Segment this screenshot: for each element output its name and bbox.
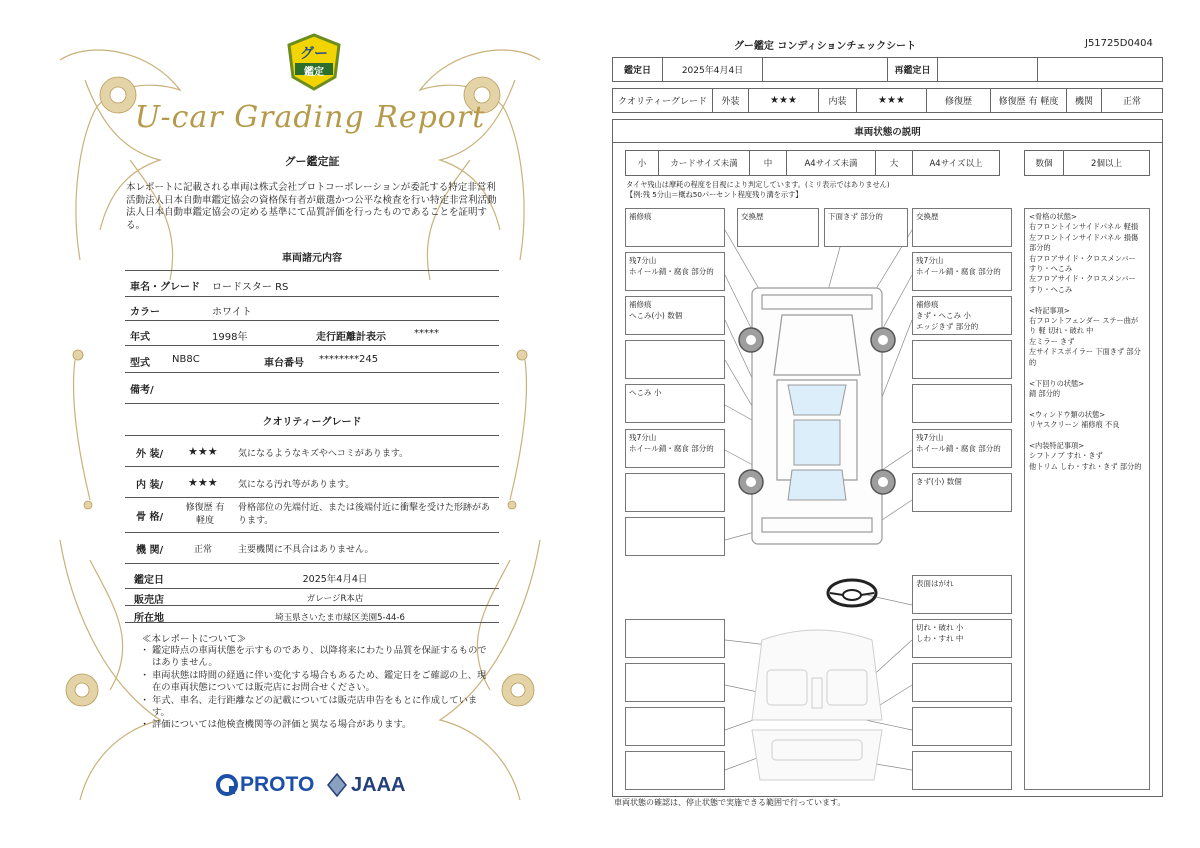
grade-row — [612, 88, 1163, 113]
condition-title: 車両状態の説明 — [612, 119, 1163, 143]
goo-badge-logo — [285, 33, 343, 91]
proto-logo-text: PROTO — [240, 773, 315, 796]
jaaa-logo — [327, 772, 405, 798]
frame-label: 骨 格/ — [136, 512, 164, 523]
divider — [125, 270, 499, 271]
date-row — [612, 57, 1163, 82]
divider — [125, 563, 499, 564]
exterior-stars: ★★★ — [749, 89, 819, 112]
notes-title: ≪本レポートについて≫ — [142, 634, 247, 645]
address-value: 埼玉県さいたま市緑区美園5-44-6 — [275, 613, 405, 623]
callout-box-rear-left-wheel: 残7分山 ホイール錆・腐食 部分的 — [625, 429, 725, 468]
notes-list — [140, 645, 490, 732]
year-label: 年式 — [130, 332, 150, 343]
sheet-id: J51725D0404 — [1085, 38, 1153, 49]
callout-box-interior-left-3 — [625, 707, 725, 746]
empty-cell — [1038, 58, 1163, 81]
jaaa-logo-text: JAAA — [351, 773, 406, 796]
quality-grade-label: クオリティーグレード — [613, 89, 713, 112]
size-small-label: 小 — [625, 150, 659, 176]
callout-box-interior-right-1 — [912, 663, 1012, 702]
callout-box-interior-right-2 — [912, 707, 1012, 746]
callout-box-front-exchange-left: 交換歴 — [737, 208, 819, 247]
address-label: 所在地 — [134, 613, 164, 624]
size-small-value: カードサイズ未満 — [658, 150, 750, 176]
divider — [125, 435, 499, 436]
exterior-description: 気になるようなキズやヘコミがあります。 — [238, 449, 409, 459]
divider — [125, 372, 499, 373]
divider — [125, 605, 499, 606]
callout-box-steering: 表面はがれ — [912, 575, 1012, 614]
callout-box-interior-right-3 — [912, 751, 1012, 790]
frame-description: 骨格部位の先端付近、または後端付近に衝撃を受けた形跡があります。 — [238, 503, 491, 526]
name-grade-label: 車名・グレード — [130, 282, 200, 293]
note-item: ・ 評価については他検査機関等の評価と異なる場合があります。 — [140, 719, 412, 731]
exterior-label: 外 装/ — [136, 449, 164, 460]
condition-notes-panel: <骨格の状態> 右フロントインサイドパネル 軽損 左フロントインサイドパネル 損傷部分的 右フロアサイド・クロスメンバー すり・へこみ 左フロアサイド・クロスメンバー すり・へこみ <特記事項> 右フロントフェンダー ステー曲がり 軽 切れ・破れ 中 左ミラー きず 左サイドスポイラー 下面きず 部分的 <下回りの状態> 錆 部分的 <ウィンドウ類の状態> リヤスクリーン 補修痕 不良 <内装特記事項> シフトノブ すれ・きず 他トリム しわ・すれ・きず 部分的 — [1024, 208, 1150, 790]
mileage-value: ***** — [414, 328, 439, 339]
engine-label: 機 関/ — [136, 545, 164, 556]
badge-top-text: グー — [300, 46, 328, 62]
appraisal-date-value: 2025年4月4日 — [663, 58, 763, 81]
note-item: ・ 年式、車名、走行距離などの記載については販売店申告をもとに作成しています。 — [140, 694, 478, 719]
repair-history-label: 修復歴 — [927, 89, 991, 112]
divider — [125, 403, 499, 404]
quality-grade-title: クオリティーグレード — [262, 417, 362, 428]
note-item: ・ 鑑定時点の車両状態を示すものであり、以降将来にわたり品質を保証するものではありません。 — [140, 645, 487, 669]
callout-box-rear-right: きず(小) 数個 — [912, 473, 1012, 512]
script-title: U-car Grading Report — [134, 100, 486, 135]
callout-box-rear-left — [625, 473, 725, 512]
interior-stars: ★★★ — [188, 476, 218, 489]
callout-box-right-front-door: 補修痕 きず・へこみ 小 エッジきず 部分的 — [912, 296, 1012, 335]
chassis-label: 車台番号 — [264, 358, 304, 369]
appraisal-date-label: 鑑定日 — [613, 58, 663, 81]
callout-box-seat: 切れ・破れ 小 しわ・すれ 中 — [912, 619, 1012, 658]
color-label: カラー — [130, 307, 160, 318]
count-label: 数個 — [1024, 150, 1064, 176]
repair-history-value: 修復歴 有 軽度 — [991, 89, 1067, 112]
divider — [125, 466, 499, 467]
jaaa-logo-icon — [327, 773, 347, 797]
reappraisal-date-value — [938, 58, 1038, 81]
sheet-title: グー鑑定 コンディションチェックシート — [733, 41, 917, 52]
proto-logo — [216, 772, 314, 798]
model-value: NB8C — [172, 354, 200, 365]
footer-note: 車両状態の確認は、停止状態で実施できる範囲で行っています。 — [614, 798, 846, 807]
size-medium-value: A4サイズ未満 — [786, 150, 876, 176]
interior-label: 内 装/ — [136, 480, 164, 491]
callout-box-rear — [625, 517, 725, 556]
divider — [125, 497, 499, 498]
callout-box-front-right-wheel: 残7分山 ホイール錆・腐食 部分的 — [912, 252, 1012, 291]
exterior-stars: ★★★ — [188, 445, 218, 458]
proto-logo-icon — [216, 774, 238, 796]
chassis-value: ********245 — [319, 354, 379, 365]
callout-box-interior-left-4 — [625, 751, 725, 790]
callout-box-left-rear: へこみ 小 — [625, 384, 725, 423]
year-value: 1998年 — [212, 332, 248, 343]
divider — [125, 320, 499, 321]
divider — [125, 345, 499, 346]
appraisal-date-label: 鑑定日 — [134, 575, 164, 586]
badge-bottom-text: 鑑定 — [304, 67, 324, 78]
callout-box-front-left-wheel: 残7分山 ホイール錆・腐食 部分的 — [625, 252, 725, 291]
engine-value: 正常 — [194, 545, 213, 555]
certificate-body: 本レポートに記載される車両は株式会社プロトコーポレーションが委託する特定非営利活動法人日本自動車鑑定協会の資格保有者が厳選かつ公平な検査を行い特定非営利活動法人日本自動車鑑定協会の定める基準にて品質評価を行ったものであることを証明する。 — [126, 182, 497, 231]
size-large-value: A4サイズ以上 — [912, 150, 1000, 176]
reappraisal-date-label: 再鑑定日 — [888, 58, 938, 81]
callout-box-front-left: 補修痕 — [625, 208, 725, 247]
note-item: ・ 車両状態は時間の経過に伴い変化する場合もあるため、鑑定日をご確認の上、現在の車両状態については販売店にお問合せください。 — [140, 669, 487, 694]
interior-label: 内装 — [819, 89, 857, 112]
frame-value: 修復歴 有 軽度 — [185, 503, 225, 526]
divider — [125, 532, 499, 533]
mileage-label: 走行距離計表示 — [316, 332, 386, 343]
callout-box-front-exchange-right: 交換歴 — [912, 208, 1012, 247]
dealer-value: ガレージR本店 — [306, 594, 364, 604]
appraisal-date-value: 2025年4月4日 — [302, 574, 368, 585]
color-value: ホワイト — [212, 307, 252, 318]
callout-box-left-front-door: 補修痕 へこみ(小) 数個 — [625, 296, 725, 335]
callout-box-right-rear — [912, 384, 1012, 423]
dealer-label: 販売店 — [134, 595, 164, 606]
engine-value: 正常 — [1122, 97, 1141, 107]
engine-description: 主要機関に不具合はありません。 — [238, 545, 374, 555]
tire-note: タイヤ残山は摩耗の程度を目視により判定しています。(ミリ表示ではありません) — [626, 180, 890, 189]
spec-section-title: 車両諸元内容 — [282, 253, 342, 264]
engine-label: 機関 — [1067, 89, 1102, 112]
tire-example: 【例:残 5分山＝概ね50パーセント程度残り溝を示す】 — [626, 190, 803, 199]
interior-description: 気になる汚れ等があります。 — [238, 480, 355, 490]
size-medium-label: 中 — [749, 150, 787, 176]
callout-box-interior-left-2 — [625, 663, 725, 702]
count-value: 2個以上 — [1063, 150, 1150, 176]
callout-box-interior-left-1 — [625, 619, 725, 658]
callout-box-right-door — [912, 340, 1012, 379]
callout-box-left-door — [625, 340, 725, 379]
interior-stars: ★★★ — [857, 89, 927, 112]
name-grade-value: ロードスター RS — [212, 282, 289, 293]
certificate-title: グー鑑定証 — [284, 155, 340, 168]
remarks-label: 備考/ — [130, 385, 154, 396]
model-label: 型式 — [130, 358, 150, 369]
steering-wheel-icon — [828, 580, 876, 606]
callout-box-front-underside: 下面きず 部分的 — [824, 208, 908, 247]
callout-box-rear-right-wheel: 残7分山 ホイール錆・腐食 部分的 — [912, 429, 1012, 468]
size-large-label: 大 — [875, 150, 913, 176]
divider — [125, 296, 499, 297]
empty-cell — [763, 58, 888, 81]
exterior-label: 外装 — [713, 89, 749, 112]
divider — [125, 588, 499, 589]
